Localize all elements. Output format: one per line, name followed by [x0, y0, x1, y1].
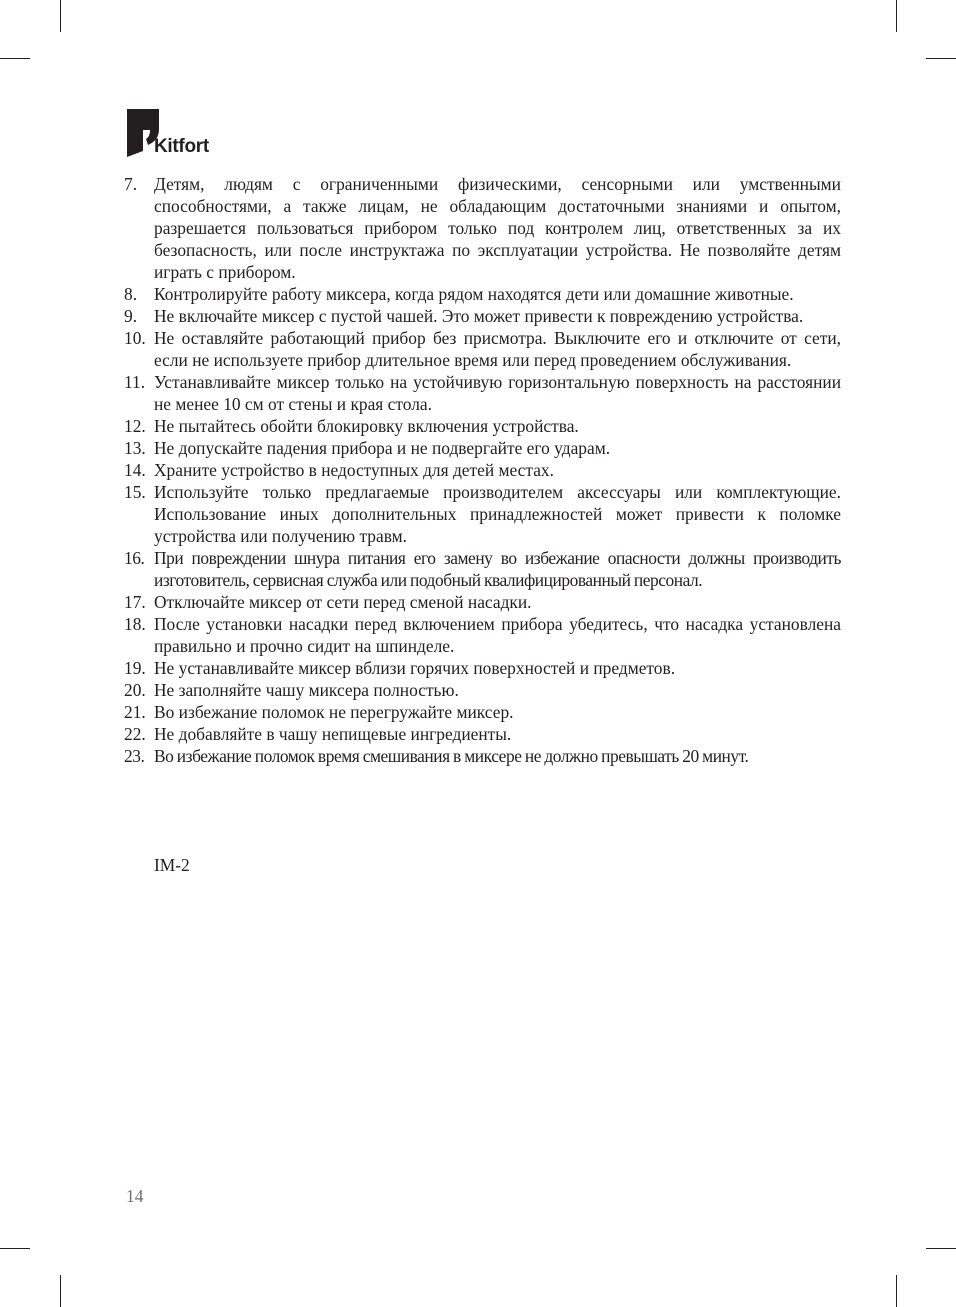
- item-text: Во избежание поломок не перегружайте миксер.: [154, 702, 514, 722]
- item-text: Не включайте миксер с пустой чашей. Это может привести к повреждению устройства.: [154, 306, 804, 326]
- item-text: Не оставляйте работающий прибор без присмотра. Выключите его и отключите от сети, если не используете прибор длительное время или перед проведением обслуживания.: [154, 328, 841, 370]
- item-text: Не заполняйте чашу миксера полностью.: [154, 680, 459, 700]
- crop-mark: [0, 1248, 30, 1249]
- list-item: [124, 371, 841, 415]
- list-item: [124, 657, 841, 679]
- kitfort-logo: [126, 109, 226, 161]
- item-number: 10.: [124, 328, 146, 348]
- item-number: 15.: [124, 482, 146, 502]
- crop-mark: [926, 58, 956, 59]
- list-item: [124, 613, 841, 657]
- item-text: Во избежание поломок время смешивания в миксере не должно превышать 20 минут.: [154, 746, 749, 766]
- crop-mark: [926, 1248, 956, 1249]
- brand-name: Kitfort: [154, 136, 209, 157]
- item-number: 19.: [124, 658, 146, 678]
- item-number: 16.: [124, 548, 145, 568]
- item-text: Детям, людям с ограниченными физическими, сенсорными или умственными способностями, а также лицам, не обладающим достаточными знаниями и опытом, разрешается пользоваться прибором только под контролем лиц, ответственных за их безопасность, или после инструктажа по эксплуатации устройства. Не позволяйте детям играть с прибором.: [154, 174, 841, 282]
- item-number: 21.: [124, 702, 146, 722]
- list-item: [124, 591, 841, 613]
- item-number: 17.: [124, 592, 146, 612]
- item-text: При повреждении шнура питания его замену во избежание опасности должны производить изготовитель, сервисная служба или подобный квалифицированный персонал.: [154, 548, 841, 590]
- safety-instructions-list: [124, 173, 841, 767]
- item-number: 9.: [124, 306, 138, 326]
- item-text: Устанавливайте миксер только на устойчивую горизонтальную поверхность на расстоянии не менее 10 см от стены и края стола.: [154, 372, 841, 414]
- item-number: 8.: [124, 284, 138, 304]
- item-number: 13.: [124, 438, 146, 458]
- list-item: [124, 415, 841, 437]
- item-text: Не пытайтесь обойти блокировку включения устройства.: [154, 416, 579, 436]
- item-number: 18.: [124, 614, 146, 634]
- crop-mark: [60, 0, 61, 32]
- item-number: 7.: [124, 174, 138, 194]
- list-item: [124, 283, 841, 305]
- item-number: 14.: [124, 460, 146, 480]
- crop-mark: [60, 1275, 61, 1307]
- list-item: [124, 481, 841, 547]
- item-text: После установки насадки перед включением прибора убедитесь, что насадка установлена правильно и прочно сидит на шпинделе.: [154, 614, 841, 656]
- item-text: Контролируйте работу миксера, когда рядом находятся дети или домашние животные.: [154, 284, 794, 304]
- list-item: [124, 437, 841, 459]
- model-number: IM-2: [154, 855, 190, 875]
- item-number: 12.: [124, 416, 146, 436]
- item-text: Не допускайте падения прибора и не подвергайте его ударам.: [154, 438, 611, 458]
- list-item: [124, 745, 841, 767]
- list-item: [124, 679, 841, 701]
- item-text: Отключайте миксер от сети перед сменой насадки.: [154, 592, 532, 612]
- item-number: 11.: [124, 372, 146, 392]
- item-number: 20.: [124, 680, 146, 700]
- list-item: [124, 723, 841, 745]
- list-item: [124, 327, 841, 371]
- list-item: [124, 173, 841, 283]
- list-item: [124, 459, 841, 481]
- item-number: 23.: [124, 746, 145, 766]
- list-item: [124, 305, 841, 327]
- list-item: [124, 547, 841, 591]
- item-text: Используйте только предлагаемые производителем аксессуары или комплектующие. Использование иных дополнительных принадлежностей может привести к поломке устройства или получению травм.: [154, 482, 841, 546]
- crop-mark: [896, 1275, 897, 1307]
- item-text: Не устанавливайте миксер вблизи горячих поверхностей и предметов.: [154, 658, 676, 678]
- crop-mark: [896, 0, 897, 32]
- item-text: Храните устройство в недоступных для детей местах.: [154, 460, 554, 480]
- page-number: 14: [126, 1186, 144, 1206]
- item-text: Не добавляйте в чашу непищевые ингредиенты.: [154, 724, 512, 744]
- item-number: 22.: [124, 724, 146, 744]
- list-item: [124, 701, 841, 723]
- crop-mark: [0, 58, 30, 59]
